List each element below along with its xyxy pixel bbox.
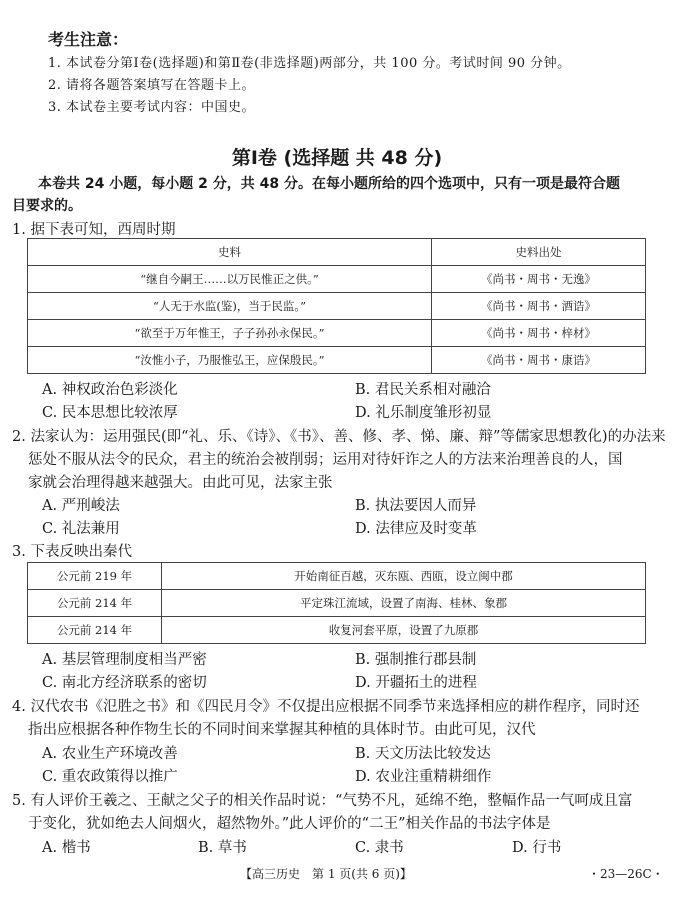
table-cell: 平定珠江流域，设置了南海、桂林、象郡 (162, 590, 646, 617)
question-2-stem: 惩处不服从法令的民众，君主的统治会被削弱；运用对待奸诈之人的方法来治理善良的人，国 (28, 452, 623, 468)
option-a: A. 基层管理制度相当严密 (42, 652, 207, 668)
table-header: 史料 (28, 239, 432, 266)
question-1-stem: 1. 据下表可知，西周时期 (12, 222, 176, 238)
option-b: B. 执法要因人而异 (355, 498, 477, 514)
question-4-stem: 4. 汉代农书《氾胜之书》和《四民月令》不仅提出应根据不同季节来选择相应的耕作程序，同时还 (12, 699, 640, 715)
notice-item: 3. 本试卷主要考试内容：中国史。 (48, 100, 256, 115)
table-row (28, 266, 646, 293)
question-4-stem: 指出应根据各种作物生长的不同时间来掌握其种植的具体时节。由此可见，汉代 (28, 722, 536, 738)
notice-item: 2. 请将各题答案填写在答题卡上。 (48, 78, 256, 93)
table-row (28, 293, 646, 320)
option-c: C. 隶书 (355, 840, 404, 856)
option-b: B. 草书 (198, 840, 247, 856)
section-title: 第Ⅰ卷 (选择题 共 48 分) (231, 147, 443, 169)
option-b: B. 强制推行郡县制 (355, 652, 477, 668)
option-d: D. 行书 (512, 840, 562, 856)
table-cell: 《尚书・周书・梓材》 (432, 320, 646, 347)
option-d: D. 开疆拓土的进程 (355, 675, 477, 691)
table-cell: “人无于水监(鉴)，当于民监。” (28, 293, 432, 320)
table-cell: 开始南征百越，灭东瓯、西瓯，设立闽中郡 (162, 563, 646, 590)
table-cell: 公元前 214 年 (28, 590, 162, 617)
option-c: C. 礼法兼用 (42, 521, 120, 537)
question-2-stem: 2. 法家认为：运用强民(即“礼、乐、《诗》、《书》、善、修、孝、悌、廉、辩”等儒家思想教化)的办法来 (12, 429, 666, 445)
section-intro: 本卷共 24 小题，每小题 2 分，共 48 分。在每小题所给的四个选项中，只有一项是最符合题 (38, 176, 620, 192)
table-cell: “汝惟小子，乃服惟弘王，应保殷民。” (28, 347, 432, 374)
table-cell: 收复河套平原，设置了九原郡 (162, 617, 646, 644)
question-3-table (27, 562, 646, 644)
table-cell: 公元前 219 年 (28, 563, 162, 590)
option-a: A. 楷书 (42, 840, 91, 856)
table-cell: 《尚书・周书・无逸》 (432, 266, 646, 293)
question-5-stem: 5. 有人评价王羲之、王献之父子的相关作品时说：“气势不凡，延绵不绝，整幅作品一气呵成且富 (12, 793, 633, 809)
option-c: C. 民本思想比较浓厚 (42, 405, 178, 421)
section-intro: 目要求的。 (12, 198, 82, 214)
option-d: D. 礼乐制度雏形初显 (355, 405, 492, 421)
page-footer: 【高三历史 第 1 页(共 6 页)】 (240, 867, 412, 881)
option-d: D. 法律应及时变革 (355, 521, 477, 537)
option-b: B. 君民关系相对融洽 (355, 382, 491, 398)
table-row (28, 320, 646, 347)
option-a: A. 严刑峻法 (42, 498, 120, 514)
notice-item: 1. 本试卷分第Ⅰ卷(选择题)和第Ⅱ卷(非选择题)两部分，共 100 分。考试时间 90 分钟。 (48, 56, 571, 71)
table-cell: “欲至于万年惟王，子子孙孙永保民。” (28, 320, 432, 347)
paper-code: ・23—26C・ (588, 867, 664, 881)
question-3-stem: 3. 下表反映出秦代 (12, 544, 132, 560)
question-5-stem: 于变化，犹如绝去人间烟火，超然物外。”此人评价的“二王”相关作品的书法字体是 (28, 816, 551, 832)
option-c: C. 南北方经济联系的密切 (42, 675, 207, 691)
table-cell: 《尚书・周书・康诰》 (432, 347, 646, 374)
option-d: D. 农业注重精耕细作 (355, 769, 492, 785)
table-row (28, 347, 646, 374)
table-cell: 公元前 214 年 (28, 617, 162, 644)
notice-title: 考生注意： (48, 30, 129, 49)
table-row (28, 617, 646, 644)
question-1-table (27, 238, 646, 374)
table-cell: “继自今嗣王……以万民惟正之供。” (28, 266, 432, 293)
table-cell: 《尚书・周书・酒诰》 (432, 293, 646, 320)
table-row (28, 563, 646, 590)
option-c: C. 重农政策得以推广 (42, 769, 178, 785)
option-a: A. 神权政治色彩淡化 (42, 382, 178, 398)
table-header: 史料出处 (432, 239, 646, 266)
option-a: A. 农业生产环境改善 (42, 746, 178, 762)
table-row (28, 590, 646, 617)
option-b: B. 天文历法比较发达 (355, 746, 491, 762)
question-2-stem: 家就会治理得越来越强大。由此可见，法家主张 (28, 475, 333, 491)
